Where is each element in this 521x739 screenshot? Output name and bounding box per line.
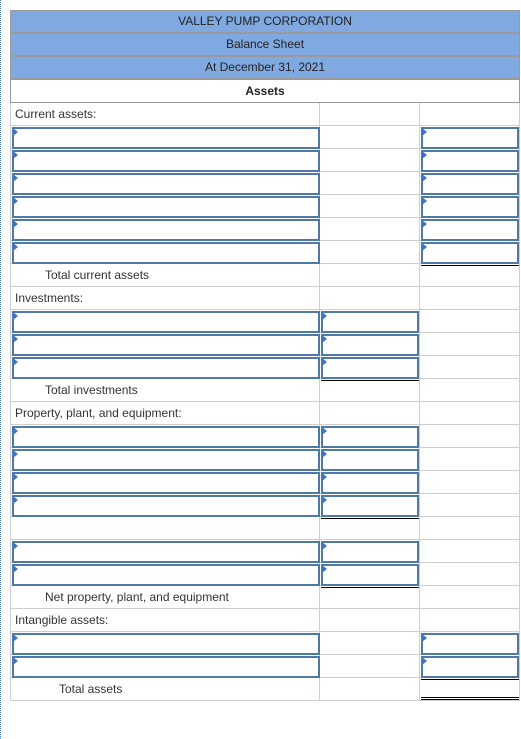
net-ppe-subtotal xyxy=(321,587,419,609)
current-asset-row xyxy=(10,126,520,149)
ppe-item-row xyxy=(10,540,520,563)
total-current-assets-amount[interactable] xyxy=(421,265,519,287)
investments-label: Investments: xyxy=(15,291,84,305)
ppe-account-input[interactable] xyxy=(12,472,320,494)
investment-account-input[interactable] xyxy=(12,334,320,356)
ppe-account-input[interactable] xyxy=(12,426,320,448)
ppe-account-input[interactable] xyxy=(12,541,320,563)
ppe-label: Property, plant, and equipment: xyxy=(15,406,182,420)
intangible-label: Intangible assets: xyxy=(15,613,109,627)
intangible-amount-input[interactable] xyxy=(421,633,519,655)
intangible-row xyxy=(10,609,520,632)
ppe-item-row xyxy=(10,563,520,586)
investment-row xyxy=(10,333,520,356)
current-asset-account-input[interactable] xyxy=(12,196,320,218)
intangible-account-input[interactable] xyxy=(12,656,320,678)
current-asset-amount-input[interactable] xyxy=(421,173,519,195)
total-assets-label: Total assets xyxy=(59,682,123,696)
ppe-item-row xyxy=(10,448,520,471)
page-left-border xyxy=(0,0,1,739)
intangible-amount-input[interactable] xyxy=(421,656,519,678)
intangible-account-input[interactable] xyxy=(12,633,320,655)
current-asset-account-input[interactable] xyxy=(12,150,320,172)
current-asset-account-input[interactable] xyxy=(12,242,320,264)
ppe-amount-input[interactable] xyxy=(321,495,419,517)
current-asset-row xyxy=(10,195,520,218)
ppe-amount-input[interactable] xyxy=(321,564,419,586)
ppe-account-input[interactable] xyxy=(12,564,320,586)
net-ppe-row xyxy=(10,586,520,609)
current-asset-account-input[interactable] xyxy=(12,173,320,195)
total-current-assets-row xyxy=(10,264,520,287)
total-investments-label: Total investments xyxy=(45,383,138,397)
current-asset-row xyxy=(10,241,520,264)
ppe-subtotal xyxy=(321,518,419,540)
ppe-account-input[interactable] xyxy=(12,495,320,517)
ppe-row xyxy=(10,402,520,425)
investment-account-input[interactable] xyxy=(12,357,320,379)
total-investments-row xyxy=(10,379,520,402)
intangible-item-row xyxy=(10,655,520,678)
investment-row xyxy=(10,356,520,379)
investments-row xyxy=(10,287,520,310)
ppe-item-row xyxy=(10,471,520,494)
ppe-amount-input[interactable] xyxy=(321,541,419,563)
current-asset-account-input[interactable] xyxy=(12,127,320,149)
investment-row xyxy=(10,310,520,333)
ppe-account-input[interactable] xyxy=(12,449,320,471)
section-title: Assets xyxy=(10,79,520,103)
current-asset-amount-input[interactable] xyxy=(421,242,519,264)
total-current-assets-label: Total current assets xyxy=(45,268,150,282)
blank-row xyxy=(10,517,520,540)
current-asset-account-input[interactable] xyxy=(12,219,320,241)
company-name: VALLEY PUMP CORPORATION xyxy=(10,10,520,33)
statement-title: Balance Sheet xyxy=(10,33,520,56)
ppe-amount-input[interactable] xyxy=(321,426,419,448)
current-asset-amount-input[interactable] xyxy=(421,150,519,172)
statement-date: At December 31, 2021 xyxy=(10,56,520,79)
current-asset-amount-input[interactable] xyxy=(421,196,519,218)
ppe-item-row xyxy=(10,425,520,448)
investment-amount-input[interactable] xyxy=(321,334,419,356)
investment-account-input[interactable] xyxy=(12,311,320,333)
current-asset-amount-input[interactable] xyxy=(421,219,519,241)
investment-amount-input[interactable] xyxy=(321,311,419,333)
ppe-item-row xyxy=(10,494,520,517)
current-asset-row xyxy=(10,172,520,195)
current-assets-row xyxy=(10,103,520,126)
total-investments-subtotal xyxy=(321,380,419,402)
investment-amount-input[interactable] xyxy=(321,357,419,379)
total-assets-amount[interactable] xyxy=(421,679,519,700)
net-ppe-label: Net property, plant, and equipment xyxy=(45,590,229,604)
current-asset-amount-input[interactable] xyxy=(421,127,519,149)
ppe-amount-input[interactable] xyxy=(321,472,419,494)
intangible-item-row xyxy=(10,632,520,655)
ppe-amount-input[interactable] xyxy=(321,449,419,471)
current-asset-row xyxy=(10,218,520,241)
total-assets-row xyxy=(10,678,520,701)
current-assets-label: Current assets: xyxy=(15,107,97,121)
current-asset-row xyxy=(10,149,520,172)
